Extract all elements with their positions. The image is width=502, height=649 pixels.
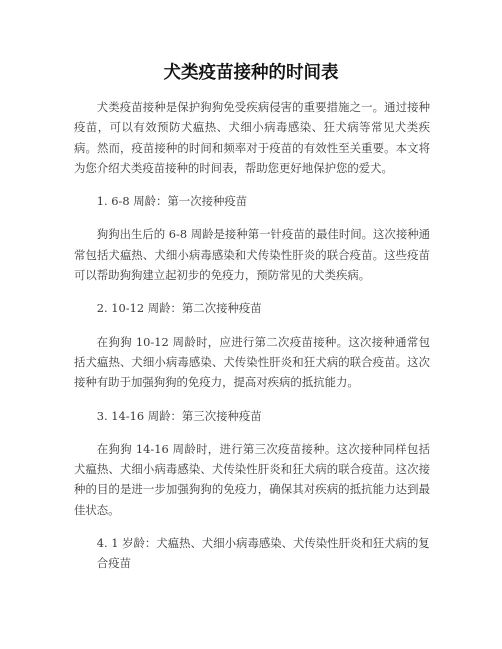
section-body-1: 狗狗出生后的 6-8 周龄是接种第一针疫苗的最佳时间。这次接种通常包括犬瘟热、犬细小病毒感染和犬传染性肝炎的联合疫苗。这些疫苗可以帮助狗狗建立起初步的免疫力，预防常见的犬类疾病。 (74, 227, 430, 283)
section-body-3: 在狗狗 14-16 周龄时，进行第三次疫苗接种。这次接种同样包括犬瘟热、犬细小病毒感染、犬传染性肝炎和狂犬病的联合疫苗。这次接种的目的是进一步加强狗狗的免疫力，确保其对疾病的抵抗能力达到最佳状态。 (74, 441, 430, 517)
intro-paragraph: 犬类疫苗接种是保护狗狗免受疾病侵害的重要措施之一。通过接种疫苗，可以有效预防犬瘟热、犬细小病毒感染、狂犬病等常见犬类疾病。然而，疫苗接种的时间和频率对于疫苗的有效性至关重要。本文将为您介绍犬类疫苗接种的时间表，帮助您更好地保护您的爱犬。 (74, 100, 430, 175)
document-title: 犬类疫苗接种的时间表 (163, 63, 339, 83)
section-body-2: 在狗狗 10-12 周龄时，应进行第二次疫苗接种。这次接种通常包括犬瘟热、犬细小病毒感染、犬传染性肝炎和狂犬病的联合疫苗。这次接种有助于加强狗狗的免疫力，提高对疾病的抵抗能力。 (74, 334, 430, 390)
section-heading-2: 2. 10-12 周龄：第二次接种疫苗 (96, 301, 262, 316)
section-heading-1: 1. 6-8 周龄：第一次接种疫苗 (96, 194, 248, 209)
section-heading-4: 4. 1 岁龄：犬瘟热、犬细小病毒感染、犬传染性肝炎和狂犬病的复合疫苗 (96, 536, 430, 571)
document-body (74, 97, 430, 587)
section-heading-3: 3. 14-16 周龄：第三次接种疫苗 (96, 408, 262, 423)
